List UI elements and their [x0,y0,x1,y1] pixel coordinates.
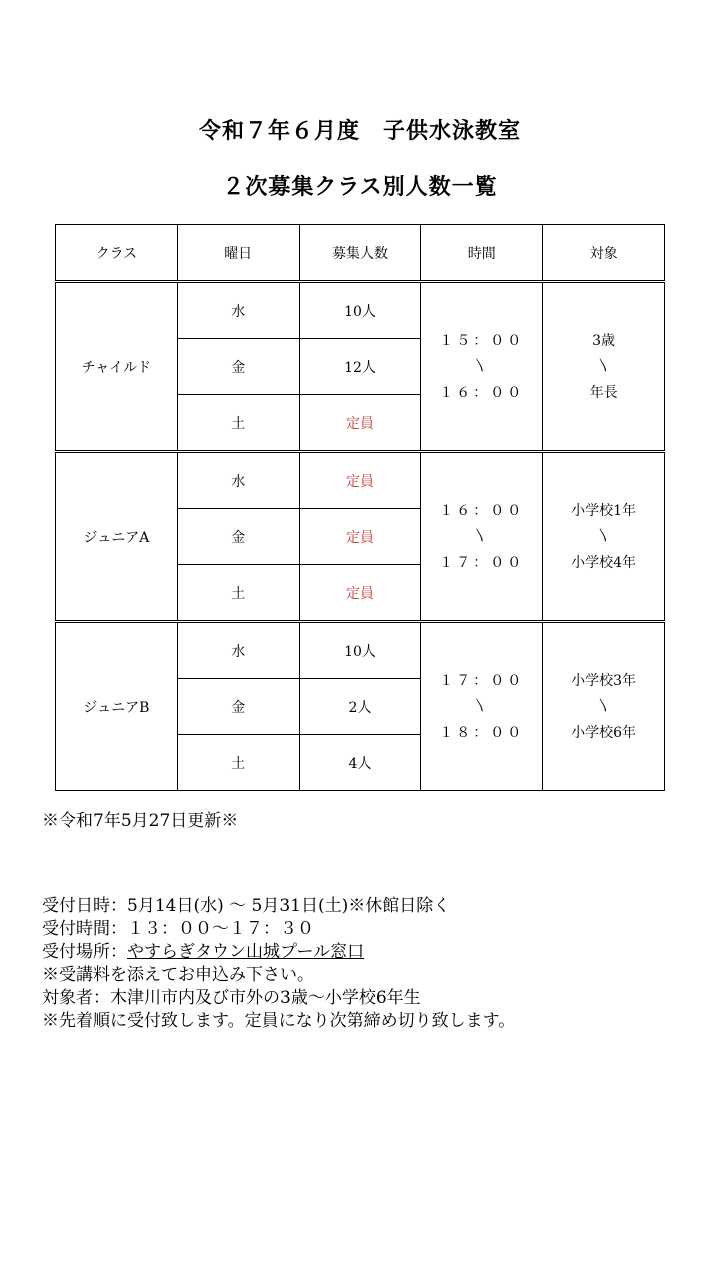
day-cell: 金 [177,509,299,565]
count-cell-full: 定員 [299,565,421,622]
target-end: 年長 [589,384,618,401]
target-start: 小学校1年 [571,502,637,519]
table-row [56,622,665,679]
count-cell: 10人 [299,282,421,339]
fee-note: ※受講料を添えてお申込み下さい。 [42,965,314,985]
page-subtitle: ２次募集クラス別人数一覧 [222,175,498,200]
day-cell: 水 [177,622,299,679]
day-cell: 金 [177,339,299,395]
update-note: ※令和7年5月27日更新※ [42,811,239,831]
eligibility-note: 対象者：木津川市内及び市外の3歳〜小学校6年生 [42,988,421,1008]
time-cell [421,622,543,791]
count-cell-full: 定員 [299,452,421,509]
class-name-cell: チャイルド [56,282,178,452]
page-title: 令和７年６月度 子供水泳教室 [198,119,521,144]
count-cell: 4人 [299,735,421,791]
first-come-note: ※先着順に受付致します。定員になり次第締め切り致します。 [42,1011,516,1031]
table-row [56,452,665,509]
target-start: 小学校3年 [571,672,637,689]
reception-place-name: やすらぎタウン山城プール窓口 [127,942,365,962]
time-start: １７：００ [439,672,525,689]
count-cell: 12人 [299,339,421,395]
class-group-junior-a [56,452,665,622]
time-start: １６：００ [439,502,525,519]
time-separator: 〵 [473,358,491,375]
target-cell [543,282,665,452]
time-start: １５：００ [439,332,525,349]
header-class: クラス [56,225,178,282]
reception-dates: 受付日時：5月14日(水) 〜 5月31日(土)※休館日除く [42,896,451,916]
target-end: 小学校4年 [571,554,637,571]
reception-hours: 受付時間：１３：００〜１７：３０ [42,919,314,939]
class-name-cell: ジュニアB [56,622,178,791]
reception-place [42,941,515,964]
day-cell: 金 [177,679,299,735]
time-separator: 〵 [473,528,491,545]
count-cell-full: 定員 [299,509,421,565]
target-end: 小学校6年 [571,724,637,741]
target-separator: 〵 [596,698,611,715]
time-cell [421,452,543,622]
target-cell [543,622,665,791]
header-count: 募集人数 [299,225,421,282]
reception-place-label: 受付場所： [42,942,127,962]
day-cell: 水 [177,452,299,509]
reception-info [42,895,515,1033]
target-cell [543,452,665,622]
time-separator: 〵 [473,698,491,715]
count-cell: 10人 [299,622,421,679]
count-cell: 2人 [299,679,421,735]
class-group-child [56,282,665,452]
table-row [56,282,665,339]
target-separator: 〵 [596,358,611,375]
target-start: 3歳 [592,332,616,349]
class-count-table [55,224,665,791]
target-separator: 〵 [596,528,611,545]
table-header-row [56,225,665,282]
time-end: １８：００ [439,724,525,741]
day-cell: 土 [177,395,299,452]
header-time: 時間 [421,225,543,282]
day-cell: 土 [177,565,299,622]
day-cell: 土 [177,735,299,791]
class-name-cell: ジュニアA [56,452,178,622]
header-target: 対象 [543,225,665,282]
time-end: １６：００ [439,384,525,401]
time-cell [421,282,543,452]
day-cell: 水 [177,282,299,339]
count-cell-full: 定員 [299,395,421,452]
time-end: １７：００ [439,554,525,571]
class-group-junior-b [56,622,665,791]
header-day: 曜日 [177,225,299,282]
